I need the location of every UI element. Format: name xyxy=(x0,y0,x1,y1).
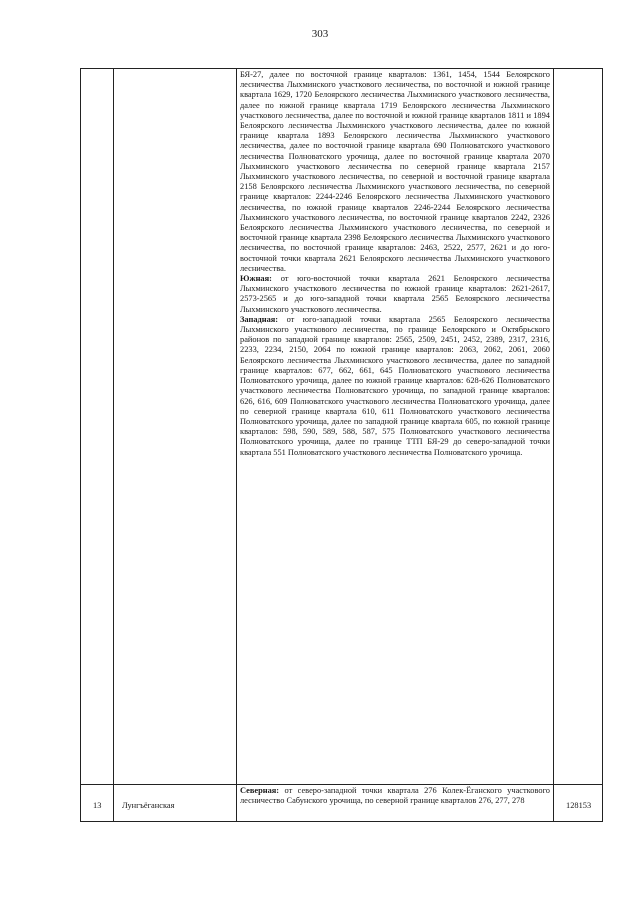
boundary-text: БЯ-27, далее по восточной границе кварталов: 1361, 1454, 1544 Белоярского лесничества Лыхминского участкового лесничества, по восточной и южной границе квартала 1629, 1720 Белоярского лесничества Лыхминского участкового лесничества, далее по южной границе квартала 1719 Белоярского лесничества Лыхминского участкового лесничества, далее по восточной и южной границе кварталов 1811 и 1894 Белоярского лесничества Лыхминского участкового лесничества, далее по южной границе квартала 1893 Белоярского лесничества Лыхминского участкового лесничества, далее по восточной границе квартала 690 Полноватского участкового лесничества Полноватского урочища, далее по восточной границе квартала 2070 Лыхминского участкового лесничества по северной границе квартала 2157 Лыхминского участкового лесничества, по северной и восточной границе квартала 2158 Белоярского лесничества Лыхминского участкового лесничества, по северной границе кварталов: 2244-2246 Белоярского лесничества Лыхминского участкового лесничества, по южной границе кварталов 2246-2244 Белоярского лесничества Лыхминского участкового лесничества, по восточной границе кварталов 2242, 2326 Белоярского лесничества Лыхминского участкового лесничества, по северной и восточной границе квартала 2398 Белоярского лесничества Лыхминского участкового лесничества, по восточной границе кварталов: 2463, 2522, 2577, 2621 и до юго-восточной точки квартала 2621 Белоярского лесничества Лыхминского участкового лесничества. xyxy=(240,70,550,273)
table-row xyxy=(81,69,603,785)
boundary-description-cell xyxy=(237,785,554,822)
west-boundary-label: Западная: xyxy=(240,314,279,324)
row-number-cell xyxy=(81,69,114,785)
boundary-paragraph xyxy=(240,70,550,274)
territory-boundaries-table xyxy=(80,68,603,822)
north-boundary-text: от северо-западной точки квартала 276 Колек-Ёганского участкового лесничество Сабунского урочища, по северной границе кварталов 276, 277, 278 xyxy=(240,786,550,806)
west-boundary-text: от юго-западной точки квартала 2565 Белоярского лесничества Лыхминского участкового лесничества, по границе Белоярского и Октябрьского районов по западной границе кварталов: 2565, 2509, 2451, 2452, 2389, 2317, 2316, 2233, 2234, 2150, 2064 по южной границе кварталов: 2063, 2062, 2061, 2060 Белоярского лесничества Лыхминского участкового лесничества, далее по западной границе кварталов: 677, 662, 661, 645 Полноватского участкового лесничества Полноватского урочища, далее по южной границе кварталов: 628-626 Полноватского участкового лесничества Полноватского урочища, по западной границе кварталов: 626, 616, 609 Полноватского участкового лесничества Полноватского урочища, далее по северной границе квартала 610, 611 Полноватского участкового лесничества Полноватского урочища, далее по западной границе квартала 605, по южной границе кварталов: 598, 590, 589, 588, 587, 575 Полноватского участкового лесничества Полноватского урочища, далее по границе ТТП БЯ-29 до северо-западной точки квартала 551 Полноватского участкового лесничества Полноватского урочища. xyxy=(240,314,550,457)
territory-name-cell xyxy=(114,69,237,785)
boundary-description-cell xyxy=(237,69,554,785)
table-row xyxy=(81,785,603,822)
area-cell: 128153 xyxy=(554,785,603,822)
south-boundary-label: Южная: xyxy=(240,274,272,284)
page-number: 303 xyxy=(311,28,329,40)
west-boundary-paragraph xyxy=(240,315,550,458)
south-boundary-paragraph xyxy=(240,274,550,315)
south-boundary-text: от юго-восточной точки квартала 2621 Белоярского лесничества Лыхминского участкового лесничества по южной границе кварталов: 2621-2617, 2573-2565 и до юго-западной точки квартала 2565 Белоярского лесничества Лыхминского участкового лесничества. xyxy=(240,274,550,314)
row-number-cell: 13 xyxy=(81,785,114,822)
area-cell xyxy=(554,69,603,785)
north-boundary-paragraph xyxy=(240,786,550,806)
north-boundary-label: Северная: xyxy=(240,786,280,795)
territory-name-cell: Лунгъёганская xyxy=(114,785,237,822)
